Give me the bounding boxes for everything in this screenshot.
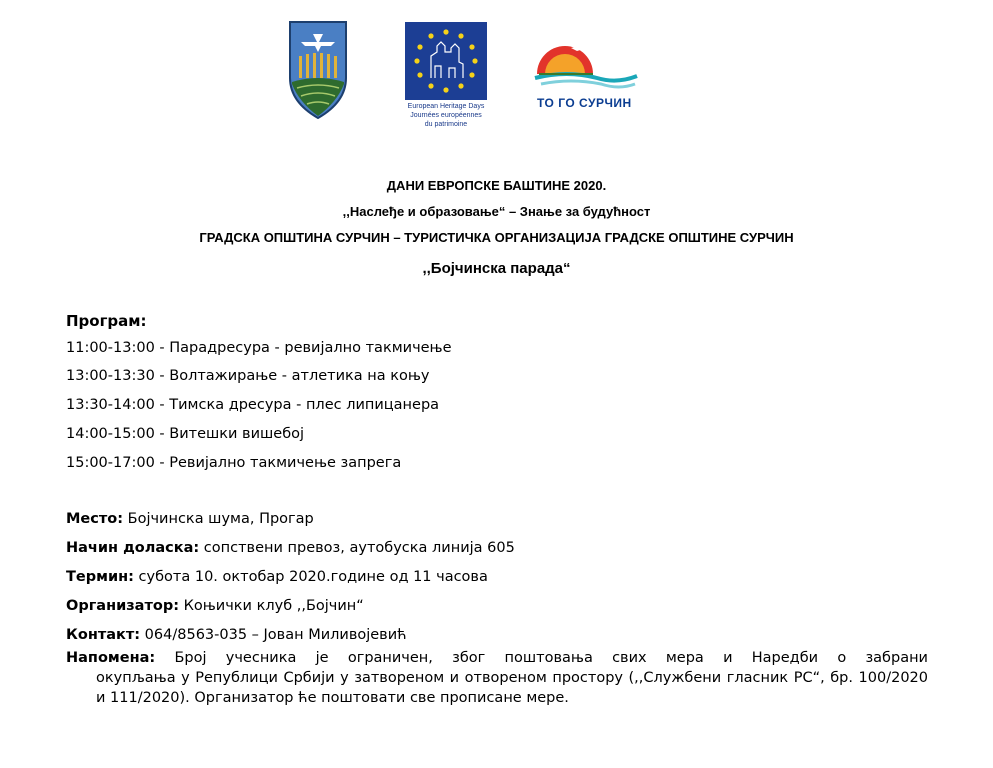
contact-value: 064/8563-035 – Јован Миливојевић — [140, 627, 407, 643]
logo-strip — [0, 20, 993, 140]
term-label: Термин: — [66, 569, 134, 585]
eu-flag-icon — [405, 22, 487, 100]
place-label: Место: — [66, 511, 124, 527]
note-paragraph — [66, 648, 928, 708]
togo-caption: ТО ГО СУРЧИН — [537, 96, 632, 110]
heading-line4: ,,Бојчинска парада“ — [422, 260, 571, 277]
place-value: Бојчинска шума, Прогар — [123, 511, 314, 527]
heading-line1: ДАНИ ЕВРОПСКЕ БАШТИНЕ 2020. — [386, 178, 607, 193]
place-row — [66, 511, 314, 527]
arrival-row — [66, 540, 515, 556]
eu-caption-line3: du patrimoine — [424, 121, 468, 128]
program-item: 14:00-15:00 - Витешки вишебој — [66, 426, 305, 442]
eu-caption-line1: European Heritage Days — [407, 103, 485, 110]
program-item: 13:30-14:00 - Тимска дресура - плес липицанера — [66, 397, 440, 413]
term-row — [66, 569, 488, 585]
arrival-label: Начин доласка: — [66, 540, 200, 556]
program-title: Програм: — [66, 312, 147, 330]
heading-line3: ГРАДСКА ОПШТИНА СУРЧИН – ТУРИСТИЧКА ОРГАНИЗАЦИЈА ГРАДСКЕ ОПШТИНЕ СУРЧИН — [199, 230, 794, 245]
organizer-row — [66, 598, 364, 614]
eu-caption — [405, 102, 487, 129]
sunrise-plane-icon — [527, 34, 641, 94]
heading-line2: ,,Наслеђе и образовање“ – Знање за будућност — [342, 204, 651, 219]
contact-label: Контакт: — [66, 627, 141, 643]
note-first-text: Број учесника је ограничен, због поштовања свих мера и Наредби о забрани — [155, 650, 928, 666]
surcin-coat-of-arms-icon — [287, 20, 349, 120]
note-first-line — [66, 648, 928, 668]
term-value: субота 10. октобар 2020.године од 11 часова — [133, 569, 488, 585]
program-item: 15:00-17:00 - Ревијално такмичење запрега — [66, 455, 402, 471]
note-body: окупљања у Републици Србији у затвореном и отвореном простору (,,Службени гласник РС“, бр. 100/2020 и 111/2020). Организатор ће поштовати све прописане мере. — [96, 670, 928, 706]
program-item: 11:00-13:00 - Парадресура - ревијално такмичење — [66, 340, 452, 356]
program-item: 13:00-13:30 - Волтажирање - атлетика на коњу — [66, 368, 430, 384]
european-heritage-days-logo — [405, 22, 487, 140]
note-label: Напомена: — [66, 650, 156, 666]
eu-caption-line2: Journées européennes — [410, 112, 482, 119]
togo-surcin-logo — [527, 34, 641, 118]
organizer-value: Коњички клуб ,,Бојчин“ — [179, 598, 364, 614]
organizer-label: Организатор: — [66, 598, 179, 614]
contact-row — [66, 627, 407, 643]
arrival-value: сопствени превоз, аутобуска линија 605 — [199, 540, 515, 556]
